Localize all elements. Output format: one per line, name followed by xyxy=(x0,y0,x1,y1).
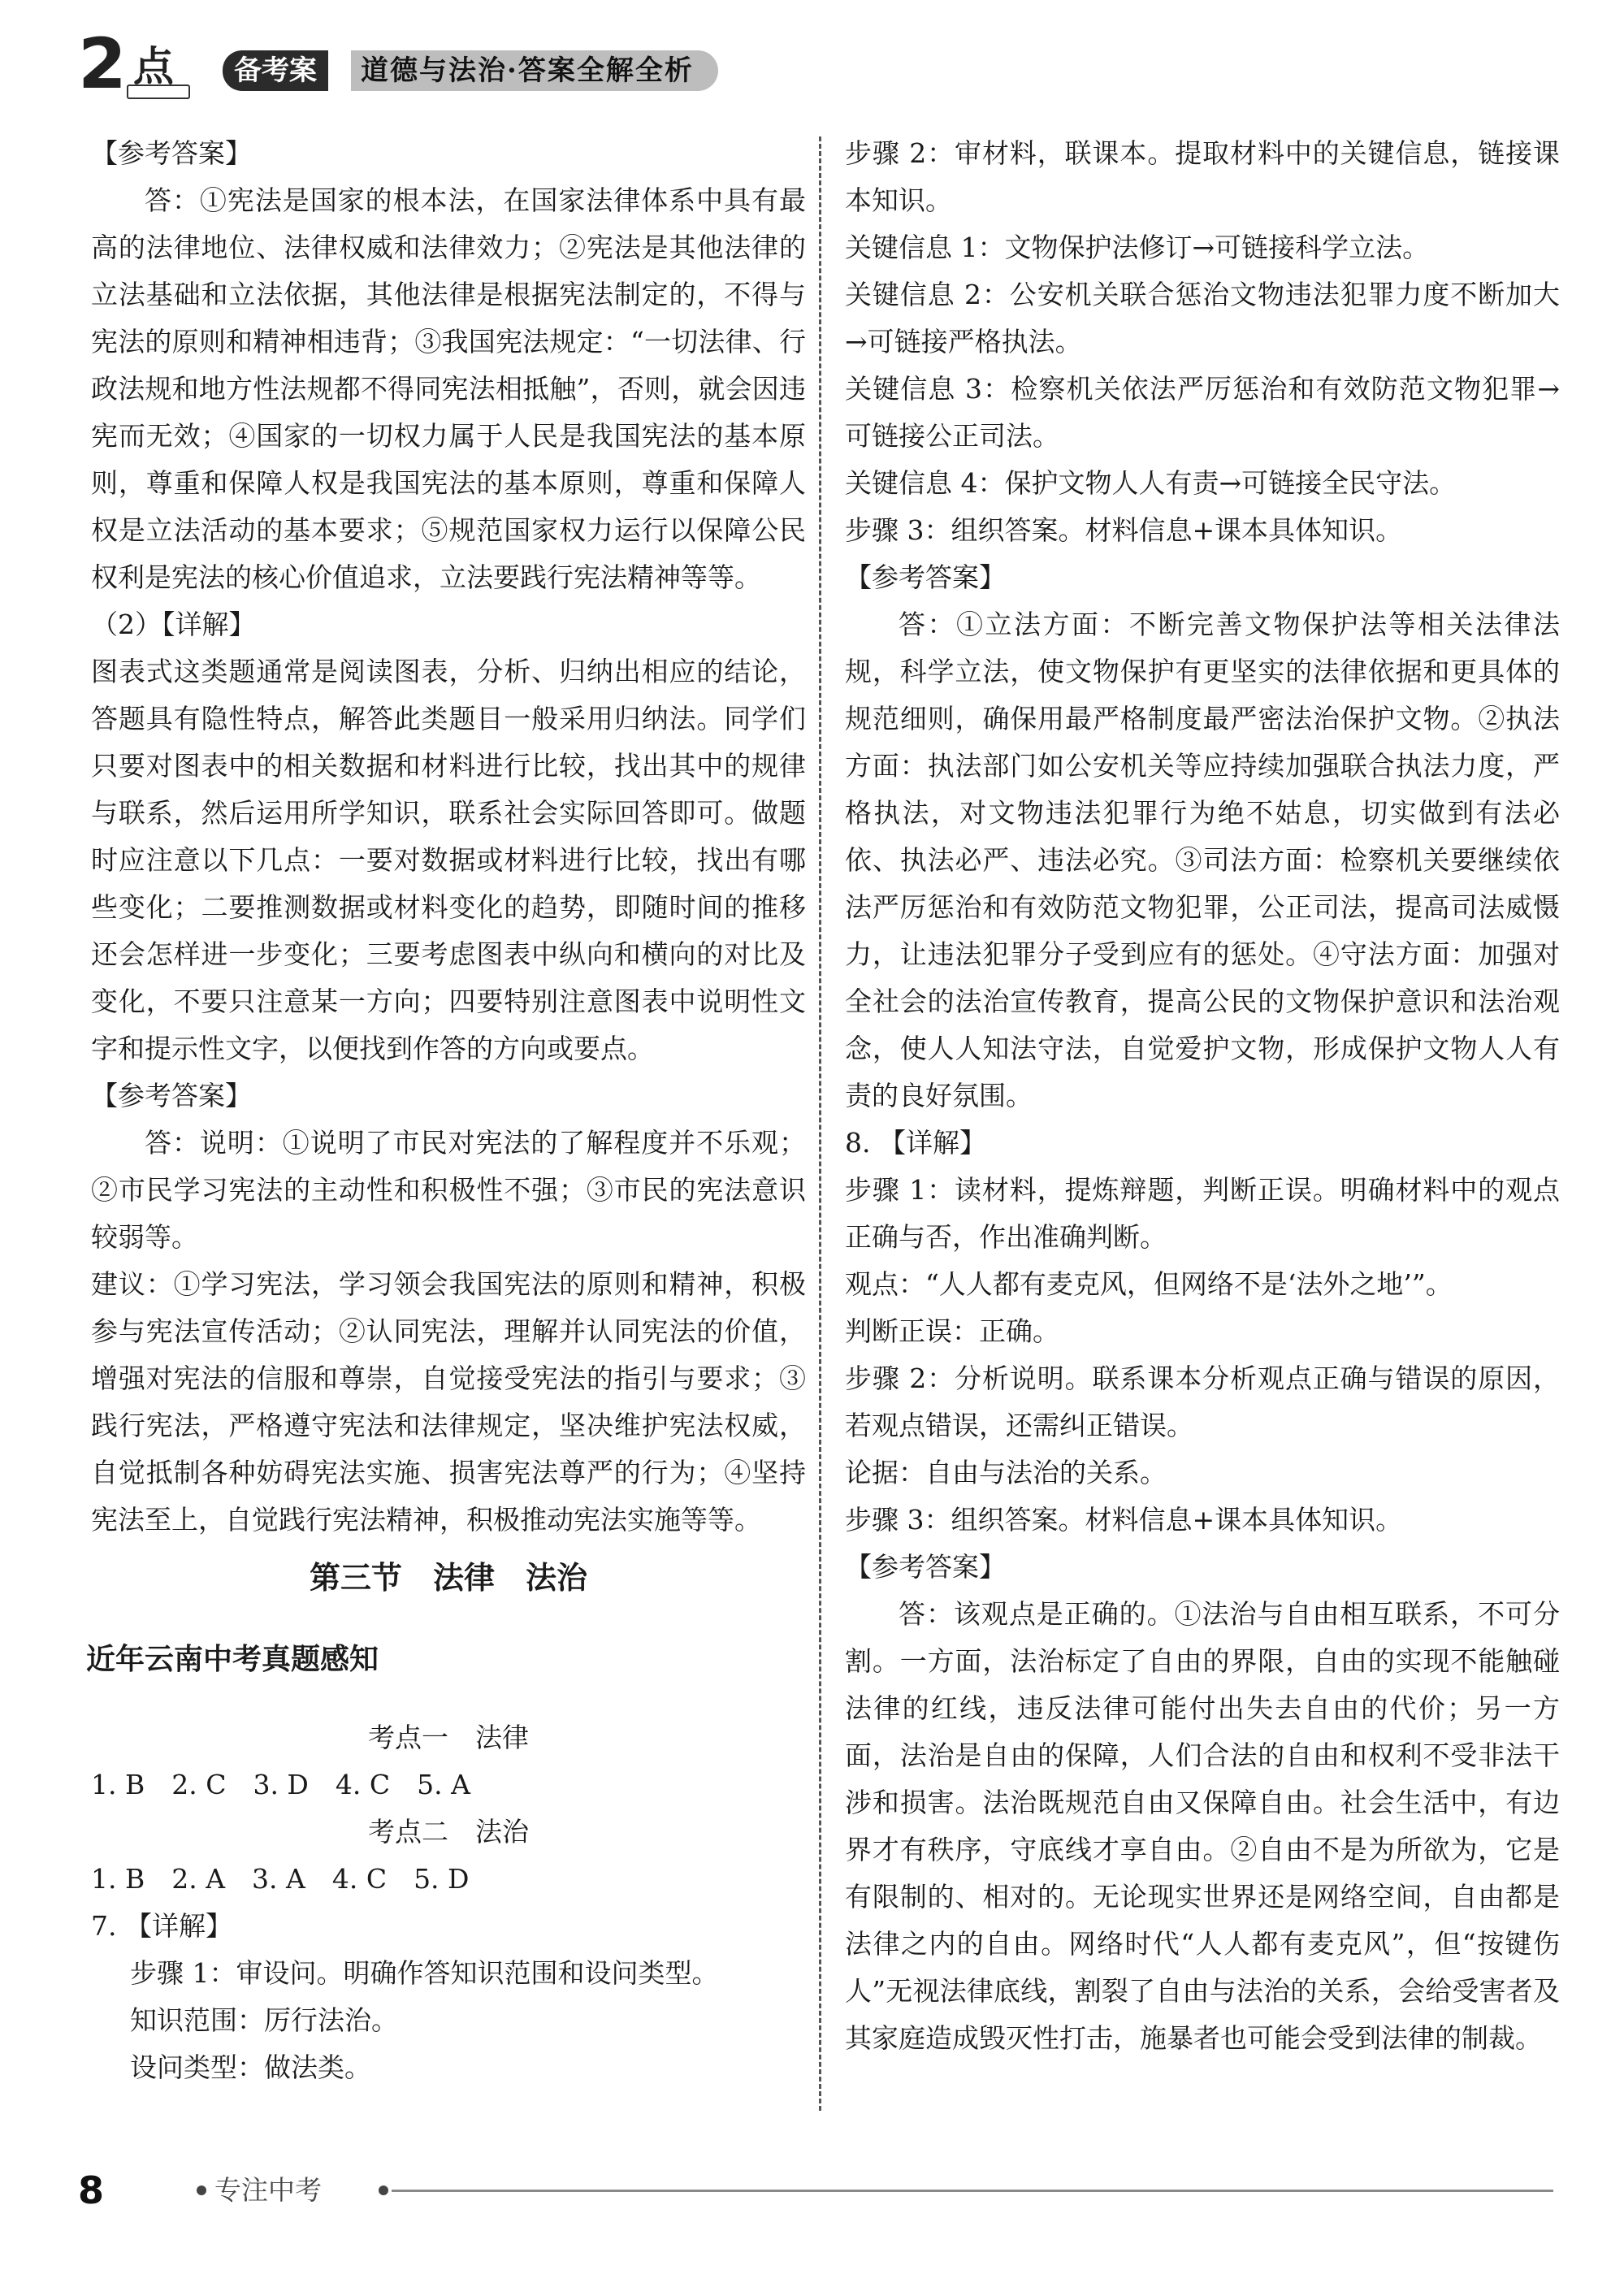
heading-reference-answer: 【参考答案】 xyxy=(91,1080,252,1111)
answer-paragraph: 答：说明：①说明了市民对宪法的了解程度并不乐观；②市民学习宪法的主动性和积极性不强；③市民的宪法意识较弱等。 xyxy=(91,1127,806,1253)
footer-bullet-icon xyxy=(379,2186,388,2195)
page-header xyxy=(78,24,1557,105)
header-title: 道德与法治·答案全解全析 xyxy=(351,50,718,91)
page-number: 8 xyxy=(78,2168,105,2212)
step-line: 步骤 2：分析说明。联系课本分析观点正确与错误的原因，若观点错误，还需纠正错误。 xyxy=(845,1362,1560,1441)
suggestion-paragraph: 建议：①学习宪法，学习领会我国宪法的原则和精神，积极参与宪法宣传活动；②认同宪法，理解并认同宪法的价值，增强对宪法的信服和尊崇，自觉接受宪法的指引与要求；③践行宪法，严格遵守宪法和法律规定，坚决维护宪法权威，自觉抵制各种妨碍宪法实施、损害宪法尊严的行为；④坚持宪法至上，自觉践行宪法精神，积极推动宪法实施等等。 xyxy=(91,1268,806,1536)
footer-bullet-icon xyxy=(197,2186,206,2195)
answer-paragraph: 答：①宪法是国家的根本法，在国家法律体系中具有最高的法律地位、法律权威和法律效力；②宪法是其他法律的立法基础和立法依据，其他法律是根据宪法制定的，不得与宪法的原则和精神相违背；③我国宪法规定：“一切法律、行政法规和地方性法规都不得同宪法相抵触”，否则，就会因违宪而无效；④国家的一切权力属于人民是我国宪法的基本原则，尊重和保障人权是我国宪法的基本原则，尊重和保障人权是立法活动的基本要求；⑤规范国家权力运行以保障公民权利是宪法的核心价值追求，立法要践行宪法精神等等。 xyxy=(91,184,806,593)
key-info-line: 关键信息 1：文物保护法修订→可链接科学立法。 xyxy=(845,232,1430,263)
brand-char: 点 xyxy=(132,43,174,90)
step-line: 步骤 3：组织答案。材料信息+课本具体知识。 xyxy=(845,1504,1403,1536)
detail-paragraph: 图表式这类题通常是阅读图表，分析、归纳出相应的结论，答题具有隐性特点，解答此类题目一般采用归纳法。同学们只要对图表中的相关数据和材料进行比较，找出其中的规律与联系，然后运用所学知识，联系社会实际回答即可。做题时应注意以下几点：一要对数据或材料进行比较，找出有哪些变化；二要推测数据或材料变化的趋势，即随时间的推移还会怎样进一步变化；三要考虑图表中纵向和横向的对比及变化，不要只注意某一方向；四要特别注意图表中说明性文字和提示性文字，以便找到作答的方向或要点。 xyxy=(91,656,806,1064)
key-info-line: 关键信息 4：保护文物人人有责→可链接全民守法。 xyxy=(845,467,1457,499)
brand-number: 2 xyxy=(78,24,123,105)
heading-reference-answer: 【参考答案】 xyxy=(845,1551,1006,1583)
heading-reference-answer: 【参考答案】 xyxy=(845,561,1006,593)
topic-heading: 考点二 法治 xyxy=(368,1816,529,1848)
step-line: 设问类型：做法类。 xyxy=(130,2051,371,2083)
topic-heading: 考点一 法律 xyxy=(368,1722,529,1753)
column-divider xyxy=(819,136,821,2111)
heading-detail: （2）【详解】 xyxy=(91,609,256,640)
step-line: 步骤 2：审材料，联课本。提取材料中的关键信息，链接课本知识。 xyxy=(845,137,1560,216)
key-info-line: 关键信息 2：公安机关联合惩治文物违法犯罪力度不断加大→可链接严格执法。 xyxy=(845,279,1560,357)
page-footer xyxy=(78,2166,1557,2215)
step-line: 步骤 1：读材料，提炼辩题，判断正误。明确材料中的观点正确与否，作出准确判断。 xyxy=(845,1174,1560,1253)
answer-key-row: 1. B 2. A 3. A 4. C 5. D xyxy=(91,1863,470,1895)
footer-label: 专注中考 xyxy=(214,2174,322,2206)
answer-key-row: 1. B 2. C 3. D 4. C 5. A xyxy=(91,1769,470,1800)
footer-rule xyxy=(392,2190,1553,2192)
header-tag: 备考案 xyxy=(223,50,328,91)
left-column xyxy=(86,130,806,2091)
section-title: 第三节 法律 法治 xyxy=(309,1560,587,1596)
question-heading: 7. 【详解】 xyxy=(91,1910,232,1942)
step-line: 知识范围：厉行法治。 xyxy=(130,2004,398,2036)
step-line: 步骤 3：组织答案。材料信息+课本具体知识。 xyxy=(845,514,1403,546)
key-info-line: 关键信息 3：检察机关依法严厉惩治和有效防范文物犯罪→可链接公正司法。 xyxy=(845,373,1560,452)
question-heading: 8. 【详解】 xyxy=(845,1127,986,1159)
brand-mark xyxy=(127,34,190,99)
header-bar xyxy=(223,50,743,91)
step-line: 步骤 1：审设问。明确作答知识范围和设问类型。 xyxy=(130,1957,719,1989)
argument-line: 论据：自由与法治的关系。 xyxy=(845,1457,1167,1488)
answer-paragraph: 答：该观点是正确的。①法治与自由相互联系，不可分割。一方面，法治标定了自由的界限，自由的实现不能触碰法律的红线，违反法律可能付出失去自由的代价；另一方面，法治是自由的保障，人们合法的自由和权利不受非法干涉和损害。法治既规范自由又保障自由。社会生活中，有边界才有秩序，守底线才享自由。②自由不是为所欲为，它是有限制的、相对的。无论现实世界还是网络空间，自由都是法律之内的自由。网络时代“人人都有麦克风”，但“按键伤人”无视法律底线，割裂了自由与法治的关系，会给受害者及其家庭造成毁灭性打击，施暴者也可能会受到法律的制裁。 xyxy=(845,1598,1560,2054)
heading-reference-answer: 【参考答案】 xyxy=(91,137,252,169)
section-subtitle: 近年云南中考真题感知 xyxy=(86,1643,379,1676)
viewpoint-line: 观点：“人人都有麦克风，但网络不是‘法外之地’”。 xyxy=(845,1268,1453,1300)
answer-paragraph: 答：①立法方面：不断完善文物保护法等相关法律法规，科学立法，使文物保护有更坚实的法律依据和更具体的规范细则，确保用最严格制度最严密法治保护文物。②执法方面：执法部门如公安机关等应持续加强联合执法力度，严格执法，对文物违法犯罪行为绝不姑息，切实做到有法必依、执法必严、违法必究。③司法方面：检察机关要继续依法严厉惩治和有效防范文物犯罪，公正司法，提高司法威慑力，让违法犯罪分子受到应有的惩处。④守法方面：加强对全社会的法治宣传教育，提高公民的文物保护意识和法治观念，使人人知法守法，自觉爱护文物，形成保护文物人人有责的良好氛围。 xyxy=(845,609,1560,1111)
brand-logo xyxy=(78,24,190,105)
brand-underline-box xyxy=(127,84,190,99)
judgement-line: 判断正误：正确。 xyxy=(845,1315,1059,1347)
right-column xyxy=(845,130,1560,2062)
